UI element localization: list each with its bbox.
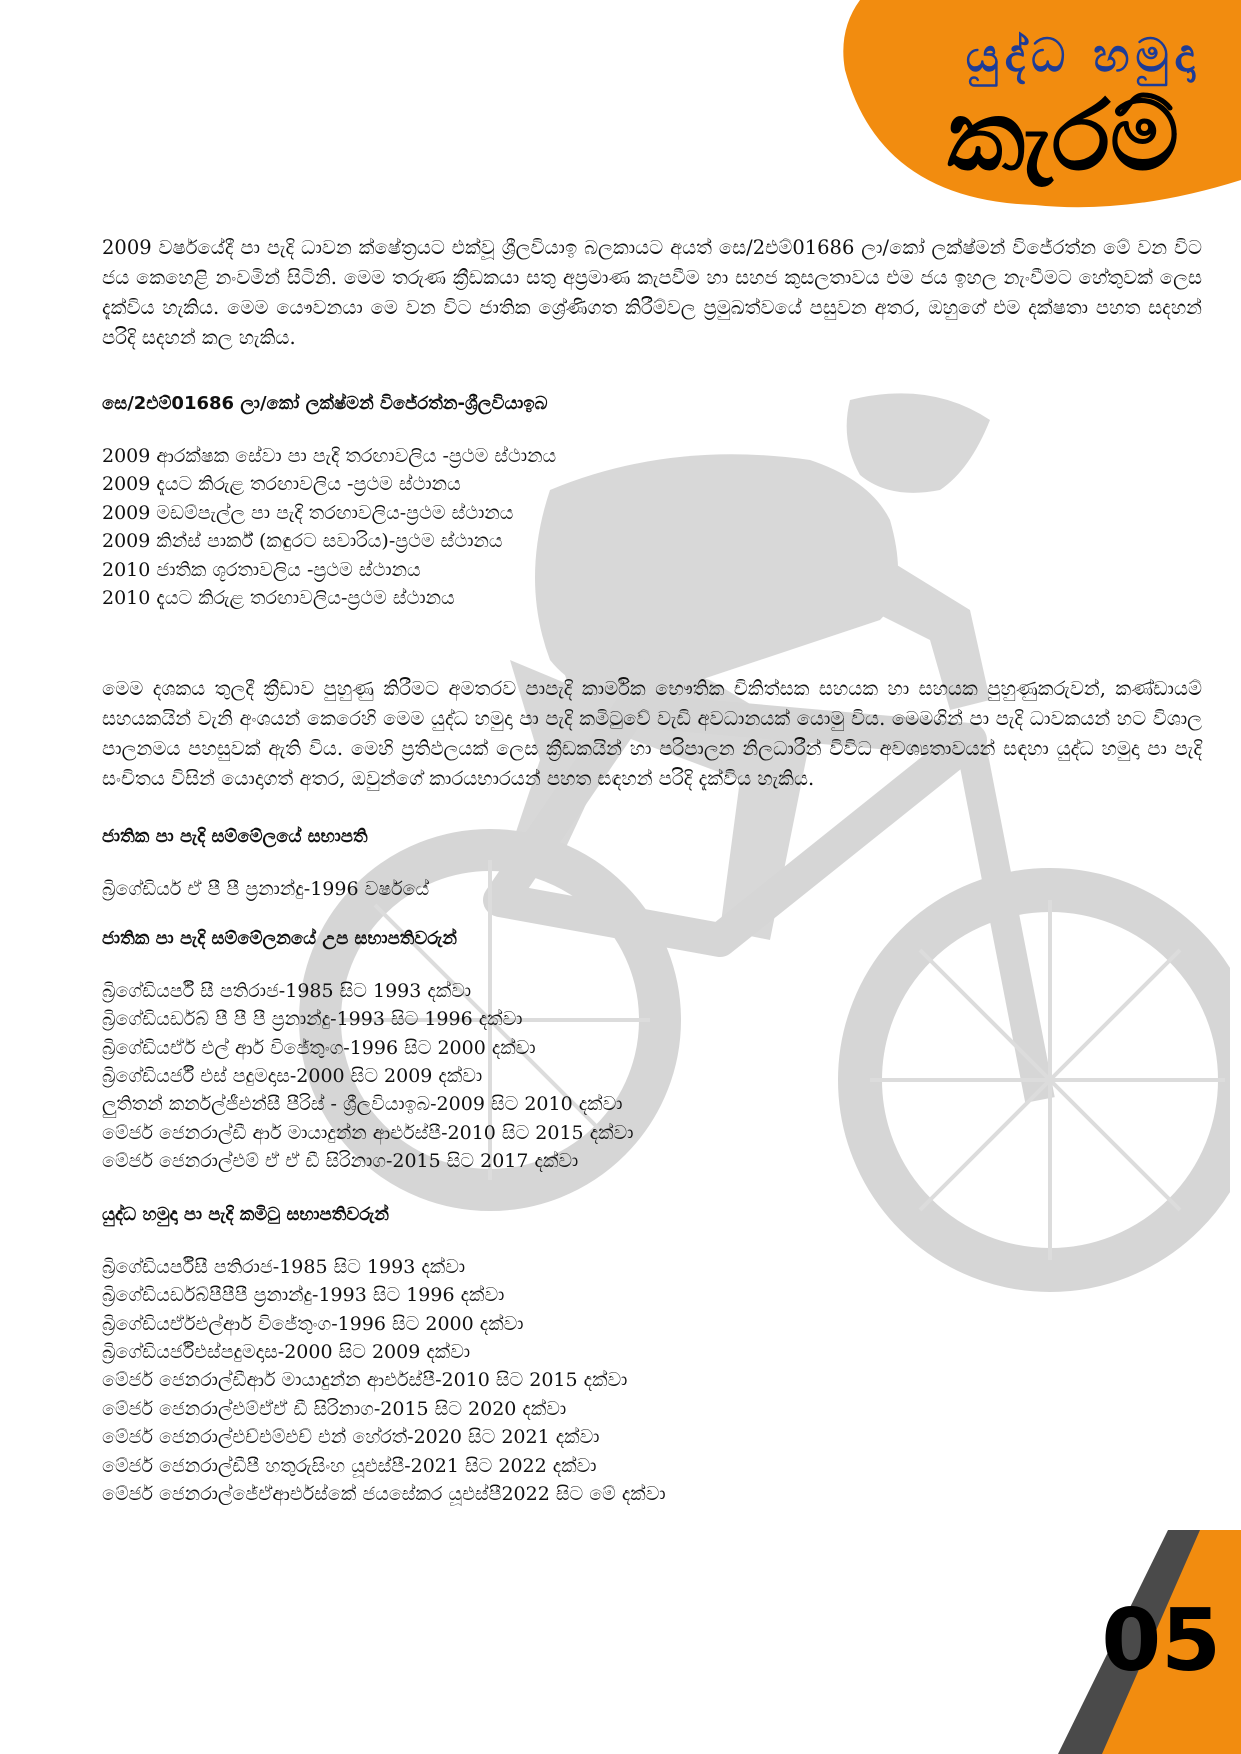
achievements-list [102,442,1202,612]
list-item: මේජර් ජෙනරාල්ඩීආර් මායාදුන්න ආර්එස්පී-2010 සිට 2015 දක්වා [102,1369,628,1392]
vice-chairmen-heading: ජාතික පා පැදි සම්මේලනයේ උප සභාපතිවරුන් [102,927,457,949]
list-item: මේජර් ජෙනරාල්එම්ඒඒ ඩී සිරිනාග-2015 සිට 2020 දක්වා [102,1397,567,1420]
list-item: බ්‍රිගේඩියර් ඒ පී පී ප්‍රනාන්දු-1996 වර්ෂයේ [102,878,430,901]
list-item: බ්‍රිගේඩියර්පී සී පතිරාජ-1985 සිට 1993 දක්වා [102,979,472,1002]
vice-chairmen-list [102,977,1202,1176]
main-content [102,228,1202,1508]
list-item: ලුතිතන් කර්නල්ජීඑන්සී පීරිස් - ශ්‍රීලවියාඉබ-2009 සිට 2010 දක්වා [102,1093,623,1116]
header-title-main: කැරම් [947,80,1179,192]
header-title-top: යුද්ධ හමුදා [965,28,1201,82]
committee-heading: යුද්ධ හමුදා පා පැදි කමිටු සභාපතිවරුන් [102,1203,389,1225]
list-item: මේජර් ජෙනරාල්ජේඒආර්එස්කේ ජයසේකර යූඑස්පී2022 සිට මේ දක්වා [102,1482,666,1505]
chairman-list [102,875,1202,903]
list-item: 2009 දැයට කිරුළ තරඟාවලිය -ප්‍රථම ස්ථානය [102,473,461,496]
list-item: බ්‍රිගේඩියර්ඩබ්පීපීපී ප්‍රනාන්දු-1993 සිට 1996 දක්වා [102,1284,505,1307]
list-item: 2009 මඩම්පැල්ල පා පැදි තරඟාවලිය-ප්‍රථම ස්ථානය [102,501,514,524]
list-item: 2009 කින්ස් පාර්ක් (කඳුරට සවාරිය)-ප්‍රථම ස්ථානය [102,530,503,553]
chairman-heading: ජාතික පා පැදි සම්මේලයේ සභාපති [102,826,368,848]
list-item: බ්‍රිගේඩියර්ඒඑල්ආර් විජේතුංග-1996 සිට 2000 දක්වා [102,1312,524,1335]
list-item: මේජර් ජෙනරාල්ඩීපී හතුරුසිංහ යූඑස්පී-2021 සිට 2022 දක්වා [102,1454,597,1477]
list-item: මේජර් ජෙනරාල්එම් ඒ ඒ ඩී සිරිනාග-2015 සිට 2017 දක්වා [102,1150,579,1173]
list-item: 2010 දැයට කිරුළ තරඟාවලිය-ප්‍රථම ස්ථානය [102,587,455,610]
intro-paragraph: 2009 වර්ෂයේදී පා පැදි ධාවන ක්ෂේත්‍රයට එක්වූ ශ්‍රීලවියාඉ බලකායට අයත් සෙ/2එම්01686 ලා/කෝ ලක්ෂ්මන් විජේරත්න මේ වන විට ජය කෙහෙළි නංවමින් සිටිනි. මෙම තරුණ ක්‍රීඩකයා සතු අප්‍රමාණ කැපවීම හා සහජ කුසලතාවය එම ජය ඉහල නැංවීමට හේතුවක් ලෙස දැක්විය හැකිය. මෙම යෞවනයා මෙ වන විට ජාතික ශ්‍රේණිගත කිරීම්වල ප්‍රමුඛත්වයේ පසුවන අතර, ඔහුගේ එම දක්ෂතා පහත සදහන් පරිදි සදහන් කල හැකිය. [102,236,1202,349]
list-item: බ්‍රිගේඩියර්ඒ එල් ආර් විජේතුංග-1996 සිට 2000 දක්වා [102,1036,536,1059]
list-item: 2009 ආරක්ෂක සේවා පා පැදි තරඟාවලිය -ප්‍රථම ස්ථානය [102,445,557,467]
list-item: 2010 ජාතික ශූරතාවලිය -ප්‍රථම ස්ථානය [102,558,421,581]
list-item: මේජර් ජෙනරාල්එච්එම්එච් එන් හේරත්-2020 සිට 2021 දක්වා [102,1426,600,1449]
page-number: 05 [1101,1591,1221,1691]
athlete-heading: සෙ/2එම්01686 ලා/කෝ ලක්ෂ්මන් විජේරත්න-ශ්‍රීලවියාඉබ [102,393,548,414]
decade-paragraph: මෙම දශකය තුලදී ක්‍රීඩාව පුහුණු කිරීමට අමතරව පාපැදි කාර්මික භෞතික චිකිත්සක සහයක හා සහයක පුහුණුකරුවන්, කණ්ඩායම් සහයකයින් වැනි අංශයන් කෙරෙහි මෙම යුද්ධ හමුදා පා පැදි කමිටුවේ වැඩි අවධානයක් යොමු විය. මෙමගින් පා පැදි ධාවකයන් හට විශාල පාලනමය පහසුවක් ඇති විය. මෙහි ප්‍රතිඵලයක් ලෙස ක්‍රීඩකයින් හා පරිපාලන නිලධාරීන් විවිධ අවශ්‍යතාවයන් සඳහා යුද්ධ හමුදා පා පැදි සංචිතය විසින් යොදාගත් අතර, ඔවුන්ගේ කාරයභාරයන් පහත සඳහන් පරිදි දැක්විය හැකිය. [102,677,1202,791]
list-item: බ්‍රිගේඩියර්ජීඑස්පදුමදාස-2000 සිට 2009 දක්වා [102,1340,471,1363]
list-item: බ්‍රිගේඩියර්ජී එස් පදුමදාස-2000 සිට 2009 දක්වා [102,1065,483,1088]
committee-chairmen-list [102,1253,1202,1509]
list-item: බ්‍රිගේඩියර්පීසී පතිරාජ-1985 සිට 1993 දක්වා [102,1255,466,1278]
list-item: මේජර් ජෙනරාල්ඩී ආර් මායාදුන්න ආර්එස්පී-2010 සිට 2015 දක්වා [102,1121,634,1144]
list-item: බ්‍රිගේඩියර්ඩබ් පී පී පී ප්‍රනාන්දු-1993 සිට 1996 දක්වා [102,1008,523,1031]
